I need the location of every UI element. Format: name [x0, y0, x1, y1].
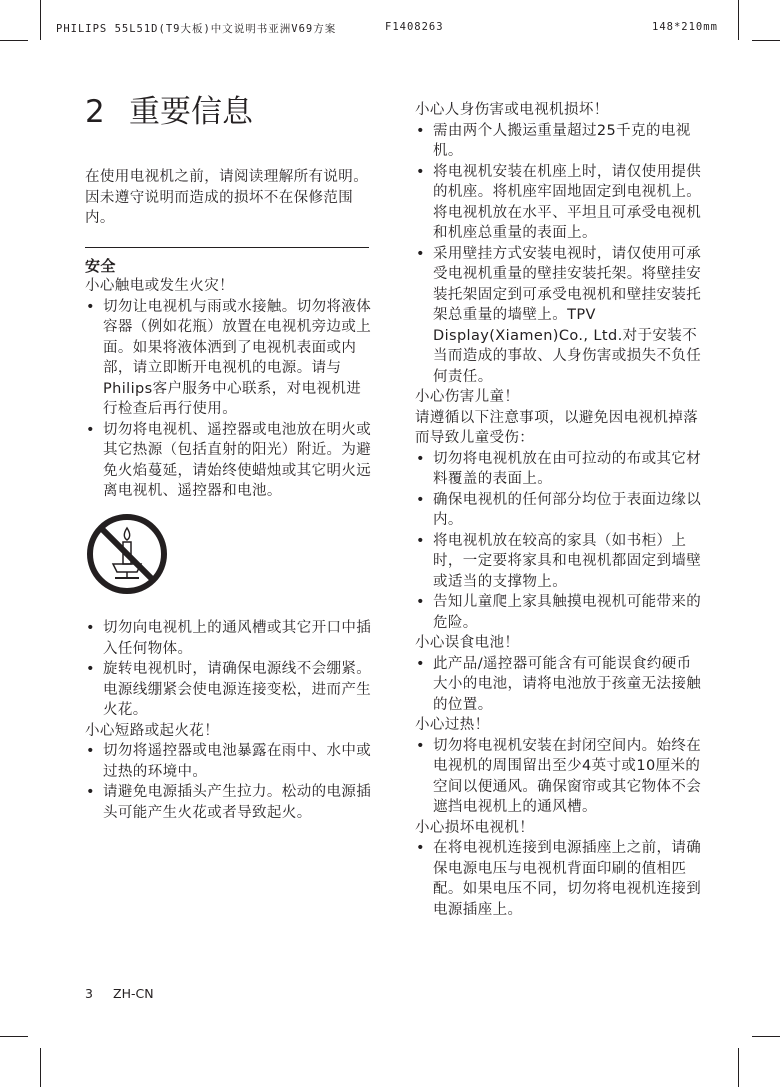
- heat-list: [415, 736, 705, 818]
- print-header-code: F1408263: [385, 21, 444, 33]
- battery-list: [415, 654, 705, 716]
- crop-mark: [752, 40, 780, 41]
- list-item: • 切勿将电视机、遥控器或电池放在明火或其它热源（包括直射的阳光）附近。为避免火焰蔓延，请始终使蜡烛或其它明火远离电视机、遥控器和电池。: [85, 420, 373, 502]
- fire-list-continued: [85, 618, 373, 721]
- intro-paragraph: 在使用电视机之前，请阅读理解所有说明。因未遵守说明而造成的损坏不在保修范围内。: [85, 169, 369, 226]
- warning-children: 小心伤害儿童！: [415, 389, 520, 405]
- list-item: • 采用壁挂方式安装电视时，请仅使用可承受电视机重量的壁挂安装托架。将壁挂安装托架固定到可承受电视机和壁挂安装托架总重量的墙壁上。TPV Display(Xiamen)Co., Ltd.对于安装不当而造成的事故、人身伤害或损失不负任何责任。: [415, 244, 705, 388]
- list-item: • 切勿让电视机与雨或水接触。切勿将液体容器（例如花瓶）放置在电视机旁边或上面。如果将液体洒到了电视机表面或内部，请立即断开电视机的电源。请与Philips客户服务中心联系，对电视机进行检查后再行使用。: [85, 297, 373, 420]
- list-item: • 切勿将电视机安装在封闭空间内。始终在电视机的周围留出至少4英寸或10厘米的空间以便通风。确保窗帘或其它物体不会遮挡电视机上的通风槽。: [415, 736, 705, 818]
- fire-list: [85, 297, 373, 502]
- right-column: [415, 100, 705, 920]
- damage-list: [415, 838, 705, 920]
- print-header-size: 148*210mm: [652, 21, 718, 33]
- warning-heat: 小心过热！: [415, 717, 490, 733]
- children-list: [415, 449, 705, 634]
- print-header-title: PHILIPS 55L51D(T9大板)中文说明书亚洲V69方案: [56, 23, 337, 35]
- crop-mark: [738, 1048, 739, 1087]
- list-item: • 旋转电视机时，请确保电源线不会绷紧。电源线绷紧会使电源连接变松，进而产生火花。: [85, 659, 373, 721]
- list-item: • 需由两个人搬运重量超过25千克的电视机。: [415, 121, 705, 162]
- crop-mark: [40, 1048, 41, 1087]
- crop-mark: [0, 40, 28, 41]
- list-item: • 确保电视机的任何部分均位于表面边缘以内。: [415, 490, 705, 531]
- warning-battery: 小心误食电池！: [415, 635, 520, 651]
- list-item: • 告知儿童爬上家具触摸电视机可能带来的危险。: [415, 592, 705, 633]
- warning-injury: 小心人身伤害或电视机损坏！: [415, 102, 609, 118]
- section-title-text: 重要信息: [129, 94, 253, 130]
- page-number: 3: [85, 986, 93, 1001]
- list-item: • 在将电视机连接到电源插座上之前，请确保电源电压与电视机背面印刷的值相匹配。如果电压不同，切勿将电视机连接到电源插座上。: [415, 838, 705, 920]
- warning-fire: 小心触电或发生火灾！: [85, 278, 234, 294]
- left-column: [85, 167, 373, 823]
- list-item: • 此产品/遥控器可能含有可能误食约硬币大小的电池，请将电池放于孩童无法接触的位置。: [415, 654, 705, 716]
- children-intro: 请遵循以下注意事项，以避免因电视机掉落而导致儿童受伤：: [415, 409, 699, 446]
- crop-mark: [738, 0, 739, 40]
- subhead-safety: 安全: [85, 256, 116, 275]
- page-footer: [85, 986, 154, 1001]
- crop-mark: [752, 1036, 780, 1037]
- section-title: [85, 92, 253, 132]
- list-item: • 切勿将遥控器或电池暴露在雨中、水中或过热的环境中。: [85, 741, 373, 782]
- warning-damage: 小心损坏电视机！: [415, 819, 535, 836]
- list-item: • 切勿将电视机放在由可拉动的布或其它材料覆盖的表面上。: [415, 449, 705, 490]
- list-item: • 请避免电源插头产生拉力。松动的电源插头可能产生火花或者导致起火。: [85, 782, 373, 823]
- section-divider: [85, 247, 369, 248]
- crop-mark: [40, 0, 41, 40]
- injury-list: [415, 121, 705, 388]
- list-item: • 将电视机安装在机座上时，请仅使用提供的机座。将机座牢固地固定到电视机上。将电视机放在水平、平坦且可承受电视机和机座总重量的表面上。: [415, 162, 705, 244]
- crop-mark: [0, 1036, 28, 1037]
- section-number: 2: [85, 94, 105, 130]
- list-item: • 将电视机放在较高的家具（如书柜）上时，一定要将家具和电视机都固定到墙壁或适当的支撑物上。: [415, 531, 705, 593]
- list-item: • 切勿向电视机上的通风槽或其它开口中插入任何物体。: [85, 618, 373, 659]
- spark-list: [85, 741, 373, 823]
- language-code: ZH-CN: [113, 986, 154, 1001]
- warning-spark: 小心短路或起火花！: [85, 722, 220, 739]
- no-open-flame-icon: [85, 512, 169, 596]
